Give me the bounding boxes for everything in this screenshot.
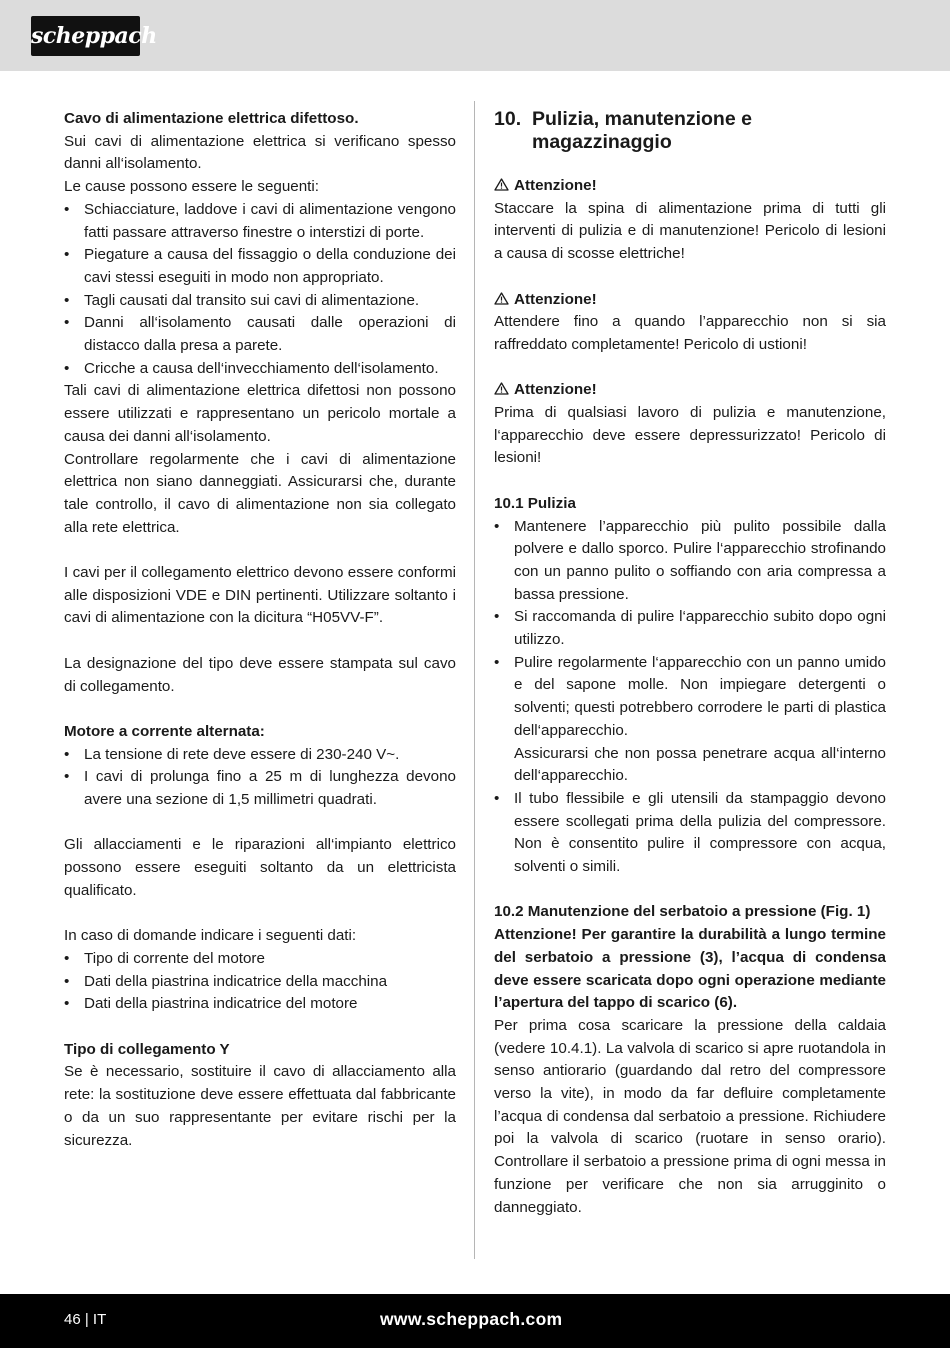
page-number: 46 | IT <box>64 1311 107 1328</box>
section-heading-text: Pulizia, manutenzione e magazzinaggio <box>532 108 752 153</box>
causes-list <box>64 199 456 381</box>
list-item: • Mantenere l’apparecchio più pulito possibile dalla polvere e dallo sporco. Pulire l‘apparecchio strofinando con un panno pulito o soffiando con aria compressa a bassa pressione. <box>494 516 886 607</box>
warning-text: Staccare la spina di alimentazione prima di tutti gli interventi di pulizia e di manutenzione! Pericolo di lesioni a causa di scosse elettriche! <box>494 199 886 263</box>
paragraph: I cavi per il collegamento elettrico devono essere conformi alle disposizioni VDE e DIN pertinenti. Utilizzare soltanto i cavi di alimentazione con la dicitura “H05VV-F”. <box>64 564 456 627</box>
list-item <box>494 652 886 788</box>
header-bar <box>0 0 950 71</box>
warning-text: Prima di qualsiasi lavoro di pulizia e manutenzione, l‘apparecchio deve essere depressurizzato! Pericolo di lesioni! <box>494 404 886 467</box>
section-title-ac-motor: Motore a corrente alternata: <box>64 722 265 740</box>
paragraph: Le cause possono essere le seguenti: <box>64 178 319 196</box>
warning-heading <box>494 379 886 402</box>
list-item: • Dati della piastrina indicatrice della macchina <box>64 971 456 994</box>
list-item: • Tagli causati dal transito sui cavi di alimentazione. <box>64 290 456 313</box>
list-item: • Cricche a causa dell‘invecchiamento dell‘isolamento. <box>64 358 456 381</box>
warning-paragraph: Attenzione! Per garantire la durabilità a lungo termine del serbatoio a pressione (3), l’acqua di condensa deve essere scaricata dopo ogni operazione mediante l’apertura del tappo di scarico (6). <box>494 926 886 1012</box>
right-column <box>494 108 886 1219</box>
paragraph: Controllare regolarmente che i cavi di alimentazione elettrica non siano danneggiati. Assicurarsi che, durante tale controllo, il cavo di alimentazione non sia collegato alla rete elettrica. <box>64 450 456 536</box>
paragraph: La designazione del tipo deve essere stampata sul cavo di collegamento. <box>64 654 456 695</box>
warning-triangle-icon <box>494 178 509 191</box>
list-item: • I cavi di prolunga fino a 25 m di lunghezza devono avere una sezione di 1,5 millimetri quadrati. <box>64 766 456 811</box>
warning-heading <box>494 175 886 198</box>
warning-triangle-icon <box>494 292 509 305</box>
left-column <box>64 108 456 1152</box>
list-item: • Il tubo flessibile e gli utensili da stampaggio devono essere scollegati prima della pulizia del compressore. Non è consentito pulire il compressore con acqua, solventi o simili. <box>494 788 886 879</box>
warning-triangle-icon <box>494 382 509 395</box>
paragraph: Gli allacciamenti e le riparazioni all‘impianto elettrico possono essere eseguiti soltanto da un elettricista qualificato. <box>64 836 456 899</box>
section-title-y-connection: Tipo di collegamento Y <box>64 1040 230 1058</box>
section-title-defective-cable: Cavo di alimentazione elettrica difettoso. <box>64 110 359 127</box>
warning-title: Attenzione! <box>514 290 597 308</box>
cleaning-list <box>494 516 886 879</box>
list-item: • Danni all‘isolamento causati dalle operazioni di distacco dalla presa a parete. <box>64 312 456 357</box>
paragraph: Tali cavi di alimentazione elettrica difettosi non possono essere utilizzati e rappresentano un pericolo mortale a causa dei danni all‘isolamento. <box>64 382 456 445</box>
warning-title: Attenzione! <box>514 177 597 194</box>
subsection-heading-10-1: 10.1 Pulizia <box>494 494 576 512</box>
list-item-text: Assicurarsi che non possa penetrare acqua all‘interno dell‘apparecchio. <box>514 744 886 785</box>
section-number: 10. <box>494 108 522 130</box>
subsection-heading-10-2: 10.2 Manutenzione del serbatoio a pressione (Fig. 1) <box>494 903 871 921</box>
list-item: • Dati della piastrina indicatrice del motore <box>64 993 456 1016</box>
website-url: www.scheppach.com <box>380 1309 563 1329</box>
section-heading-10 <box>494 108 886 153</box>
column-divider <box>474 101 475 1259</box>
list-item-text: Pulire regolarmente l‘apparecchio con un panno umido e del sapone molle. Non impiegare detergenti o solventi; questi potrebbero corrodere le parti di plastica dell‘apparecchio. <box>514 653 886 739</box>
warning-text: Attendere fino a quando l’apparecchio non si sia raffreddato completamente! Pericolo di ustioni! <box>494 313 886 353</box>
motor-list <box>64 744 456 812</box>
data-list <box>64 948 456 1016</box>
scheppach-logo <box>31 16 157 56</box>
paragraph: Sui cavi di alimentazione elettrica si verificano spesso danni all‘isolamento. <box>64 132 456 173</box>
logo-text: scheppach <box>31 23 157 49</box>
list-item: • Piegature a causa del fissaggio o della conduzione dei cavi stessi eseguiti in modo non appropriato. <box>64 244 456 289</box>
warning-title: Attenzione! <box>514 381 597 399</box>
paragraph: Per prima cosa scaricare la pressione della caldaia (vedere 10.4.1). La valvola di scarico si apre ruotandola in senso antiorario (guardando dal retro del compressore verso la vite), in modo da far defluire completamente l’acqua di condensa dal serbatoio a pressione. Richiudere poi la valvola di scarico (ruotare in senso orario). Controllare il serbatoio a pressione prima di ogni messa in funzione per verificare che non sia arrugginito o danneggiato. <box>494 1016 886 1216</box>
list-item: • Tipo di corrente del motore <box>64 948 456 971</box>
paragraph: In caso di domande indicare i seguenti dati: <box>64 927 357 945</box>
list-item: • Si raccomanda di pulire l‘apparecchio subito dopo ogni utilizzo. <box>494 606 886 651</box>
list-item: • Schiacciature, laddove i cavi di alimentazione vengono fatti passare attraverso finestre o interstizi di porte. <box>64 199 456 244</box>
paragraph: Se è necessario, sostituire il cavo di allacciamento alla rete: la sostituzione deve essere effettuata dal fabbricante o da un suo rappresentante per evitare rischi per la sicurezza. <box>64 1063 456 1149</box>
list-item: • La tensione di rete deve essere di 230-240 V~. <box>64 744 456 767</box>
warning-heading <box>494 289 886 312</box>
